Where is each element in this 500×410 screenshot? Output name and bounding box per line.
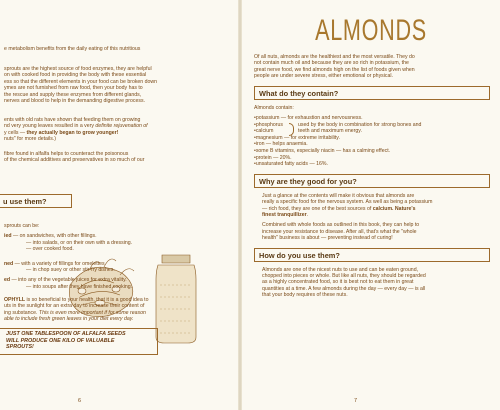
- text-line: on with cooked food in providing the body with these essential: [4, 72, 147, 79]
- right-content: [254, 54, 494, 299]
- text-line: quantities at a time. A few almonds during the day — every day — is all: [262, 285, 426, 292]
- contain-item: •magnesium — for extreme irritability.: [254, 134, 340, 141]
- sprouts-can-be: sprouts can be:: [4, 223, 40, 229]
- intro-paragraph: [254, 54, 494, 80]
- text-line: ents with old rats have shown that feeding them on growing: [4, 117, 141, 123]
- contain-item: •calcium: [254, 128, 274, 135]
- heading-how-use: How do you use them?: [254, 248, 490, 262]
- brace-text: teeth and maximum energy.: [298, 128, 362, 135]
- contain-item: •phosphorus: [254, 121, 283, 128]
- text-line: really a specific food for the nervous system. As well as being a potassium: [262, 199, 433, 206]
- use-item: — in chop suey or other stir-fry dishes.: [26, 267, 115, 274]
- text-line: Combined with whole foods as outlined in this book, they can help to: [262, 222, 420, 229]
- page-number: 7: [354, 398, 358, 404]
- text-line: finest tranquillizer.: [262, 212, 309, 218]
- callout-line: JUST ONE TABLESPOON OF ALFALFA SEEDS: [6, 331, 126, 337]
- use-item: ied — on sandwiches, with other fillings.: [4, 233, 97, 240]
- text-line: fibre found in alfalfa helps to counteract the poisonous: [4, 151, 129, 157]
- text-line: able to include fresh green leaves in your diet every day.: [4, 316, 134, 323]
- text-line: chopped into pieces or whole. But like all nuts, they should be regarded: [262, 273, 426, 280]
- good-paragraph-1: [254, 193, 494, 219]
- use-item: — over cooked food.: [26, 246, 74, 253]
- text-line: OPHYLL is so beneficial to your health, that it is a good idea to: [4, 297, 149, 303]
- contain-item: •iron — helps anaemia.: [254, 141, 308, 148]
- rats-paragraph: [0, 117, 230, 143]
- brace-text: used by the body in combination for strong bones and: [298, 121, 422, 128]
- text-line: as a highly concentrated food, so it is best not to eat them in great: [262, 279, 414, 286]
- contain-item-group: [254, 122, 494, 135]
- use-item: ned — with a variety of fillings for omelettes: [4, 260, 105, 267]
- text-line: great nerve food, we find almonds high on the list of foods given when: [254, 66, 415, 73]
- use-item: — into soups after they have finished cooking.: [26, 283, 133, 290]
- text-line: that your body requires of these nuts.: [262, 292, 348, 299]
- text-line: people are under severe stress, either emotional or physical.: [254, 73, 393, 80]
- right-page: [242, 0, 500, 410]
- text-line: Just a glance at the contents will make it obvious that almonds are: [262, 192, 415, 199]
- enzymes-paragraph: [0, 66, 230, 104]
- contain-item: •unsaturated fatty acids — 16%.: [254, 161, 328, 168]
- callout-line: WILL PRODUCE ONE KILO OF VALUABLE: [6, 337, 115, 344]
- contain-item: •potassium — for exhaustion and nervousness.: [254, 115, 363, 122]
- heading-how-use: u use them?: [0, 194, 72, 208]
- good-paragraph-2: [254, 222, 494, 241]
- use-paragraph: [254, 267, 494, 299]
- text-line: Of all nuts, almonds are the healthiest and the most versatile. They do: [254, 54, 415, 60]
- chlorophyll-paragraph: [0, 297, 230, 323]
- text-line: increase your resistance to disease. After all, that's what the "whole: [262, 228, 417, 235]
- contain-item: •protein — 20%.: [254, 154, 292, 161]
- text-line: nuts" for more details.): [4, 136, 57, 143]
- use-item: ed — into any of the vegetable juices for extra vitality.: [4, 277, 127, 284]
- page-number: 6: [78, 398, 82, 404]
- text-line: nd very young leaves resulted in a very definite rejuvenation of: [4, 123, 148, 130]
- fibre-paragraph: [0, 151, 230, 164]
- use-item: — into salads, or on their own with a dressing.: [26, 239, 133, 246]
- text-line: ing substance. This is even more important if for some reason: [4, 309, 146, 316]
- text-line: Almonds are one of the nicest nuts to use and can be eaten ground,: [262, 266, 419, 273]
- text-line: ymes are not furnished from raw food, then your body has to: [4, 85, 143, 92]
- heading-what-contain: What do they contain?: [254, 86, 490, 100]
- left-page: [0, 0, 238, 410]
- text-line: nerves and blood to help in the demanding digestive process.: [4, 98, 146, 105]
- text-line: health" business is about — preventing instead of curing!: [262, 235, 393, 242]
- text-line: — rich food, they are one of the best sources of calcium. Nature's: [262, 205, 416, 212]
- text-line: ess so that the different elements in your food can be broken down: [4, 78, 158, 85]
- contain-item: •some B vitamins, especially niacin — has a calming effect.: [254, 148, 391, 154]
- heading-why-good: Why are they good for you?: [254, 174, 490, 188]
- text-line: of the chemical additives and preservatives in so much of our: [4, 157, 145, 164]
- text-line: sprouts are the highest source of food enzymes, they are helpful: [4, 66, 152, 72]
- alfalfa-callout: [0, 328, 158, 355]
- left-intro-line: e metabolism benefits from the daily eating of this nutritious: [4, 46, 141, 52]
- text-line: y cells — they actually began to grow younger!: [4, 129, 119, 136]
- contain-intro: Almonds contain:: [254, 104, 294, 111]
- callout-line: SPROUTS!: [6, 344, 34, 351]
- page-title: ALMONDS: [315, 14, 427, 47]
- use-list: [0, 223, 238, 290]
- text-line: not contain much oil and because they are so rich in potassium, the: [254, 60, 409, 67]
- text-line: uts in the sunlight for an extra day to increase their content of: [4, 303, 145, 310]
- text-line: the rescue and supply these enzymes from different glands,: [4, 91, 142, 98]
